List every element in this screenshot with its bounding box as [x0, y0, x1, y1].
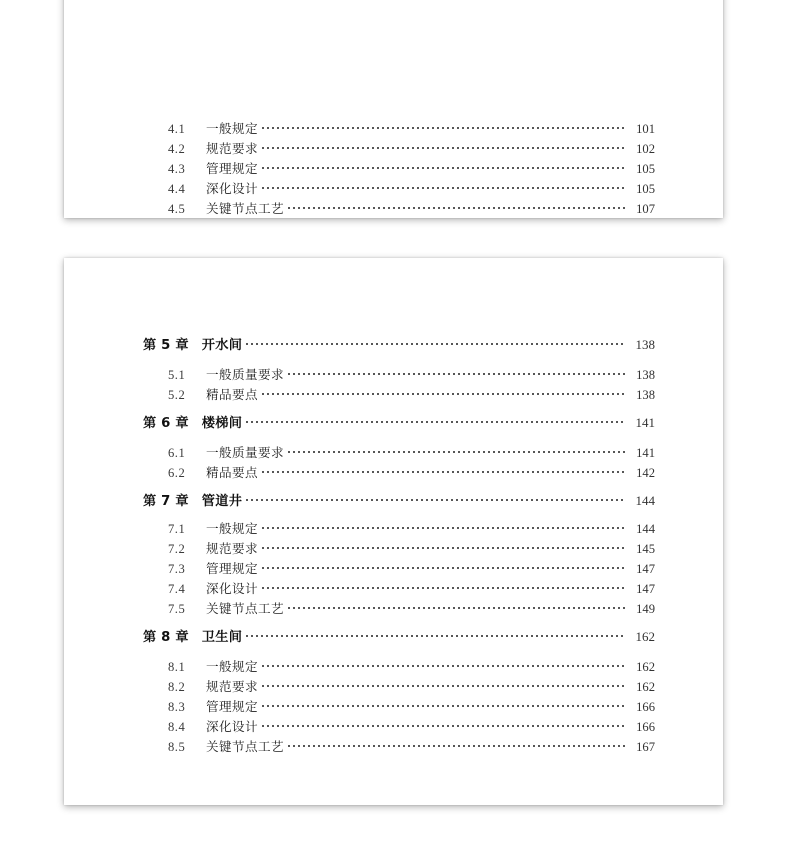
toc-entry-number: 6.1 — [168, 445, 186, 460]
page-2-content — [64, 258, 723, 805]
toc-entry-title: 一般规定 — [206, 520, 258, 536]
toc-chapter-entry[interactable] — [143, 336, 655, 353]
toc-section-entry[interactable] — [168, 160, 655, 177]
toc-dot-leader — [288, 444, 626, 457]
toc-dot-leader — [288, 738, 626, 751]
toc-dot-leader — [246, 628, 625, 641]
toc-entry-page-number: 166 — [636, 699, 655, 714]
toc-entry-title: 管理规定 — [206, 698, 258, 714]
toc-dot-leader — [262, 580, 626, 593]
toc-entry-title: 管道井 — [201, 494, 243, 510]
toc-entry-title: 规范要求 — [206, 540, 258, 556]
toc-section-entry[interactable] — [168, 520, 655, 537]
toc-entry-number: 7.1 — [168, 521, 186, 536]
toc-dot-leader — [262, 160, 626, 173]
toc-entry-page-number: 141 — [635, 415, 655, 431]
toc-entry-page-number: 149 — [636, 601, 655, 616]
toc-dot-leader — [262, 698, 626, 711]
toc-section-entry[interactable] — [168, 738, 655, 755]
toc-entry-number: 第 6 章 — [143, 416, 189, 432]
toc-section-entry[interactable] — [168, 140, 655, 157]
toc-entry-title: 深化设计 — [206, 180, 258, 196]
toc-entry-number: 8.4 — [168, 719, 186, 734]
toc-entry-title: 卫生间 — [201, 630, 243, 646]
document-page-1 — [64, 0, 723, 218]
toc-entry-title: 关键节点工艺 — [206, 600, 284, 616]
toc-section-entry[interactable] — [168, 560, 655, 577]
toc-entry-title: 精品要点 — [206, 464, 258, 480]
toc-entry-page-number: 105 — [636, 161, 655, 176]
toc-dot-leader — [246, 492, 625, 505]
document-page-2 — [64, 258, 723, 805]
toc-entry-number: 8.5 — [168, 739, 186, 754]
toc-entry-title: 深化设计 — [206, 580, 258, 596]
toc-entry-title: 一般质量要求 — [206, 444, 284, 460]
toc-section-entry[interactable] — [168, 200, 655, 217]
toc-section-entry[interactable] — [168, 658, 655, 675]
toc-entry-title: 一般质量要求 — [206, 366, 284, 382]
toc-entry-page-number: 144 — [636, 521, 655, 536]
toc-entry-number: 5.1 — [168, 367, 186, 382]
toc-section-entry[interactable] — [168, 580, 655, 597]
toc-dot-leader — [262, 140, 626, 153]
toc-entry-page-number: 138 — [636, 387, 655, 402]
toc-entry-number: 第 7 章 — [143, 494, 189, 510]
toc-entry-number: 6.2 — [168, 465, 186, 480]
toc-entry-page-number: 142 — [636, 465, 655, 480]
toc-section-entry[interactable] — [168, 600, 655, 617]
toc-entry-title: 一般规定 — [206, 120, 258, 136]
toc-entry-page-number: 107 — [636, 201, 655, 216]
toc-dot-leader — [246, 336, 625, 349]
toc-entry-page-number: 162 — [636, 659, 655, 674]
toc-entry-title: 精品要点 — [206, 386, 258, 402]
toc-section-entry[interactable] — [168, 366, 655, 383]
toc-entry-number: 第 5 章 — [143, 338, 189, 354]
toc-dot-leader — [262, 658, 626, 671]
toc-entry-number: 8.1 — [168, 659, 186, 674]
toc-entry-page-number: 147 — [636, 561, 655, 576]
toc-entry-page-number: 138 — [635, 337, 655, 353]
toc-section-entry[interactable] — [168, 464, 655, 481]
toc-section-entry[interactable] — [168, 540, 655, 557]
toc-entry-number: 7.4 — [168, 581, 186, 596]
toc-entry-number: 7.5 — [168, 601, 186, 616]
toc-entry-number: 4.1 — [168, 121, 186, 136]
page-1-content — [64, 0, 723, 218]
toc-section-entry[interactable] — [168, 444, 655, 461]
toc-entry-number: 第 8 章 — [143, 630, 189, 646]
toc-dot-leader — [262, 180, 626, 193]
toc-dot-leader — [288, 200, 626, 213]
toc-entry-page-number: 162 — [635, 629, 655, 645]
toc-entry-title: 一般规定 — [206, 658, 258, 674]
toc-dot-leader — [262, 678, 626, 691]
toc-dot-leader — [262, 386, 626, 399]
toc-entry-title: 规范要求 — [206, 678, 258, 694]
toc-entry-title: 楼梯间 — [201, 416, 243, 432]
toc-section-entry[interactable] — [168, 386, 655, 403]
toc-entry-title: 管理规定 — [206, 560, 258, 576]
toc-entry-page-number: 141 — [636, 445, 655, 460]
toc-chapter-entry[interactable] — [143, 628, 655, 645]
toc-entry-number: 7.3 — [168, 561, 186, 576]
toc-entry-page-number: 105 — [636, 181, 655, 196]
toc-dot-leader — [262, 520, 626, 533]
toc-section-entry[interactable] — [168, 120, 655, 137]
toc-entry-title: 关键节点工艺 — [206, 738, 284, 754]
toc-entry-page-number: 101 — [636, 121, 655, 136]
toc-entry-page-number: 162 — [636, 679, 655, 694]
toc-entry-number: 5.2 — [168, 387, 186, 402]
toc-entry-title: 关键节点工艺 — [206, 200, 284, 216]
toc-entry-title: 深化设计 — [206, 718, 258, 734]
toc-entry-title: 管理规定 — [206, 160, 258, 176]
toc-entry-number: 7.2 — [168, 541, 186, 556]
toc-dot-leader — [262, 718, 626, 731]
toc-entry-page-number: 144 — [635, 493, 655, 509]
toc-dot-leader — [262, 464, 626, 477]
toc-entry-number: 8.3 — [168, 699, 186, 714]
toc-entry-number: 4.2 — [168, 141, 186, 156]
toc-entry-title: 规范要求 — [206, 140, 258, 156]
toc-section-entry[interactable] — [168, 678, 655, 695]
toc-entry-page-number: 145 — [636, 541, 655, 556]
toc-entry-title: 开水间 — [201, 338, 243, 354]
toc-dot-leader — [246, 414, 625, 427]
toc-dot-leader — [262, 560, 626, 573]
toc-chapter-entry[interactable] — [143, 414, 655, 431]
toc-entry-page-number: 166 — [636, 719, 655, 734]
toc-dot-leader — [288, 366, 626, 379]
toc-section-entry[interactable] — [168, 698, 655, 715]
toc-dot-leader — [262, 540, 626, 553]
toc-entry-number: 4.4 — [168, 181, 186, 196]
toc-entry-page-number: 167 — [636, 739, 655, 754]
toc-dot-leader — [288, 600, 626, 613]
toc-entry-number: 4.5 — [168, 201, 186, 216]
toc-dot-leader — [262, 120, 626, 133]
toc-section-entry[interactable] — [168, 180, 655, 197]
toc-entry-number: 8.2 — [168, 679, 186, 694]
toc-entry-page-number: 138 — [636, 367, 655, 382]
toc-entry-number: 4.3 — [168, 161, 186, 176]
toc-entry-page-number: 102 — [636, 141, 655, 156]
toc-entry-page-number: 147 — [636, 581, 655, 596]
toc-chapter-entry[interactable] — [143, 492, 655, 509]
toc-section-entry[interactable] — [168, 718, 655, 735]
